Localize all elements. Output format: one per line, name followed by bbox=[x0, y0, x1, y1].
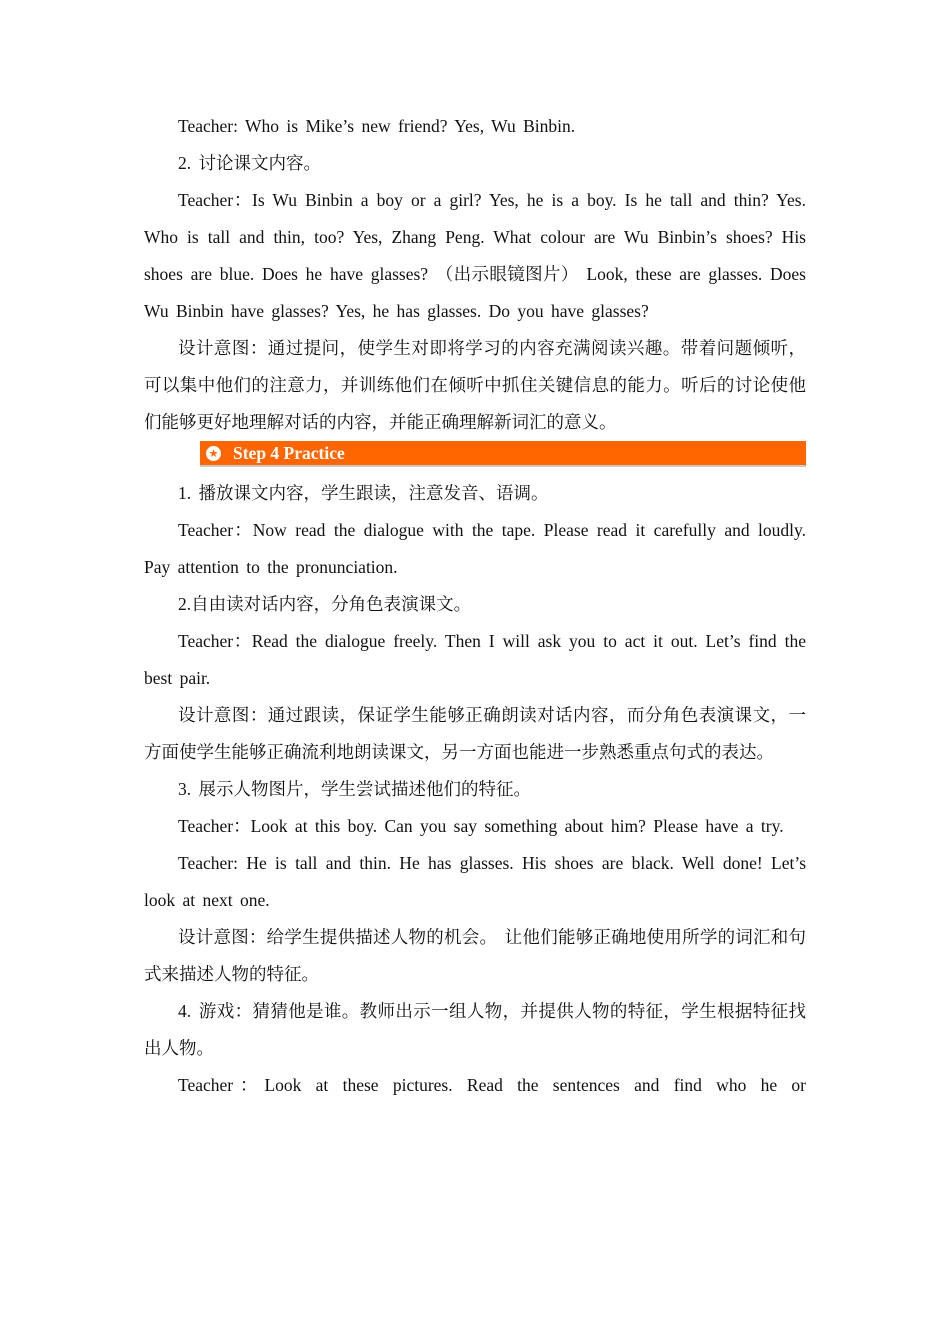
section-title: Step 4 Practice bbox=[233, 442, 345, 463]
paragraph: 2. 讨论课文内容。 bbox=[178, 153, 321, 173]
paragraph: Teacher: He is tall and thin. He has glasses. His shoes are black. Well done! Let’s look at next one. bbox=[144, 853, 806, 910]
document-body bbox=[144, 108, 806, 1104]
paragraph: 3. 展示人物图片，学生尝试描述他们的特征。 bbox=[178, 779, 531, 799]
design-intent-paragraph: 设计意图：给学生提供描述人物的机会。 让他们能够正确地使用所学的词汇和句式来描述人物的特征。 bbox=[144, 927, 806, 984]
paragraph: 2.自由读对话内容，分角色表演课文。 bbox=[178, 594, 472, 614]
star-circle-icon: ★ bbox=[206, 446, 221, 461]
paragraph: Teacher：Is Wu Binbin a boy or a girl? Yes, he is a boy. Is he tall and thin? Yes. Who is tall and thin, too? Yes, Zhang Peng. What colour are Wu Binbin’s shoes? His shoes are blue. Does he have glasses? （出示眼镜图片） Look, these are glasses. Does Wu Binbin have glasses? Yes, he has glasses. Do you have glasses? bbox=[144, 190, 806, 321]
design-intent-paragraph: 设计意图：通过提问，使学生对即将学习的内容充满阅读兴趣。带着问题倾听，可以集中他们的注意力，并训练他们在倾听中抓住关键信息的能力。听后的讨论使他们能够更好地理解对话的内容，并能正确理解新词汇的意义。 bbox=[144, 338, 806, 432]
design-intent-paragraph: 设计意图：通过跟读，保证学生能够正确朗读对话内容，而分角色表演课文，一方面使学生能够正确流利地朗读课文，另一方面也能进一步熟悉重点句式的表达。 bbox=[144, 705, 806, 762]
paragraph: Teacher：Now read the dialogue with the tape. Please read it carefully and loudly. Pay attention to the pronunciation. bbox=[144, 520, 806, 577]
paragraph: 4. 游戏：猜猜他是谁。教师出示一组人物，并提供人物的特征，学生根据特征找出人物。 bbox=[144, 1001, 806, 1058]
paragraph: Teacher：Read the dialogue freely. Then I will ask you to act it out. Let’s find the best pair. bbox=[144, 631, 806, 688]
paragraph: Teacher：Look at these pictures. Read the sentences and find who he or bbox=[178, 1075, 806, 1095]
paragraph: Teacher：Look at this boy. Can you say something about him? Please have a try. bbox=[178, 816, 784, 836]
paragraph: Teacher: Who is Mike’s new friend? Yes, Wu Binbin. bbox=[178, 116, 576, 136]
paragraph: 1. 播放课文内容，学生跟读，注意发音、语调。 bbox=[178, 483, 549, 503]
section-heading-band bbox=[200, 441, 806, 467]
